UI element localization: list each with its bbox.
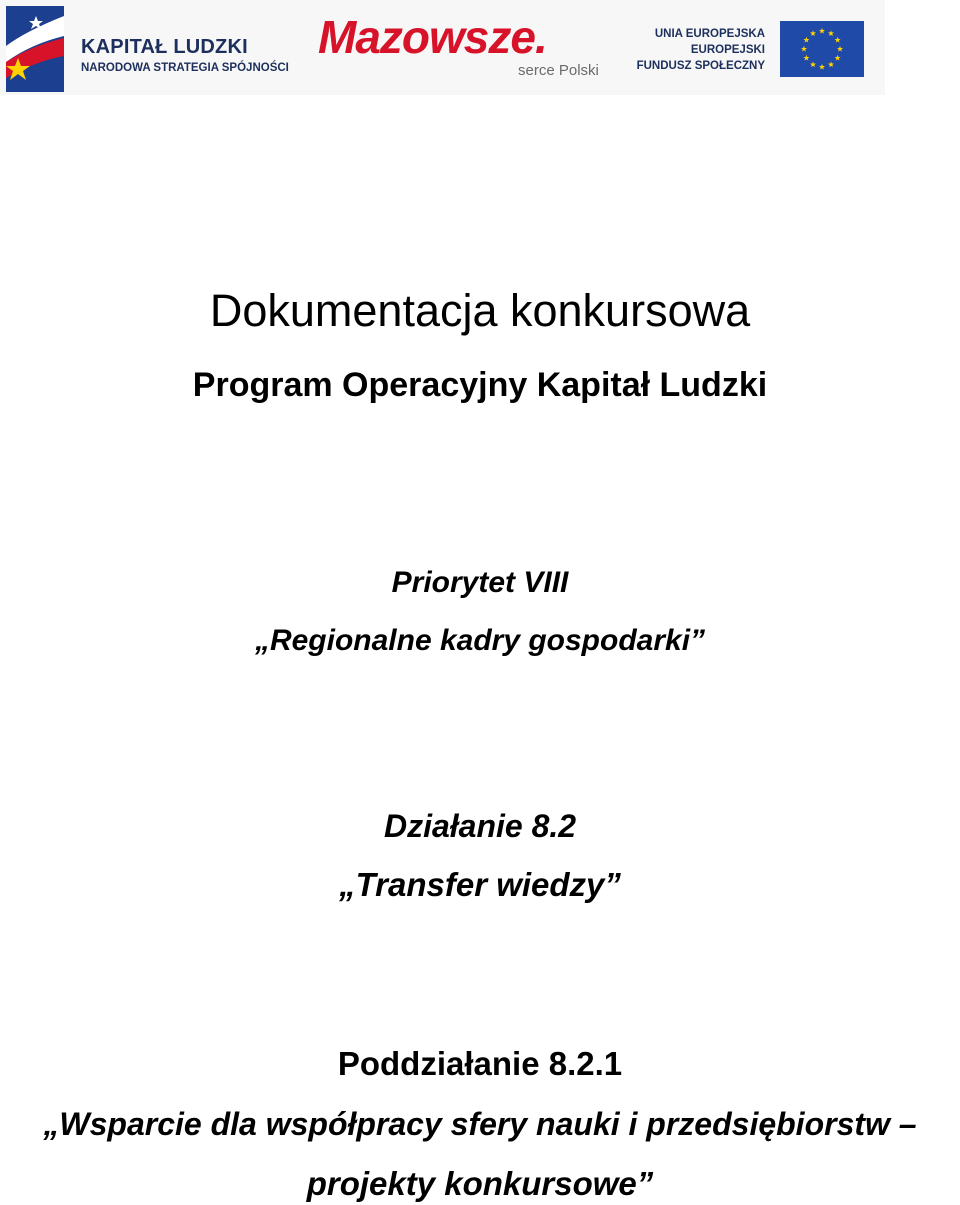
action-name: „Transfer wiedzy” <box>339 866 621 903</box>
mazowsze-logo <box>318 11 618 84</box>
kapital-ludzki-logo <box>6 6 289 92</box>
eu-flag-icon <box>780 21 864 77</box>
subaction-label: Poddziałanie 8.2.1 <box>337 1045 623 1082</box>
mazowsze-tagline: serce Polski <box>518 62 599 79</box>
kapital-ludzki-subtitle: NARODOWA STRATEGIA SPÓJNOŚCI <box>81 62 289 74</box>
logo-header-bar <box>0 0 885 95</box>
program-name: Program Operacyjny Kapitał Ludzki <box>192 366 768 404</box>
kapital-ludzki-flag-icon <box>6 6 64 92</box>
eu-line-3: FUNDUSZ SPOŁECZNY <box>636 60 765 72</box>
document-title: Dokumentacja konkursowa <box>209 285 751 336</box>
subaction-name-line-2: projekty konkursowe” <box>306 1165 654 1202</box>
action-label: Działanie 8.2 <box>383 808 577 844</box>
priority-label: Priorytet VIII <box>391 566 569 599</box>
priority-name: „Regionalne kadry gospodarki” <box>254 624 706 657</box>
kapital-ludzki-title: KAPITAŁ LUDZKI <box>81 36 248 58</box>
eu-line-1: UNIA EUROPEJSKA <box>654 28 765 40</box>
subaction-name-line-1: „Wsparcie dla współpracy sfery nauki i przedsiębiorstw – <box>43 1106 917 1142</box>
mazowsze-wordmark: Mazowsze. <box>318 11 547 63</box>
eu-logo <box>636 24 880 84</box>
eu-line-2: EUROPEJSKI <box>690 44 765 56</box>
